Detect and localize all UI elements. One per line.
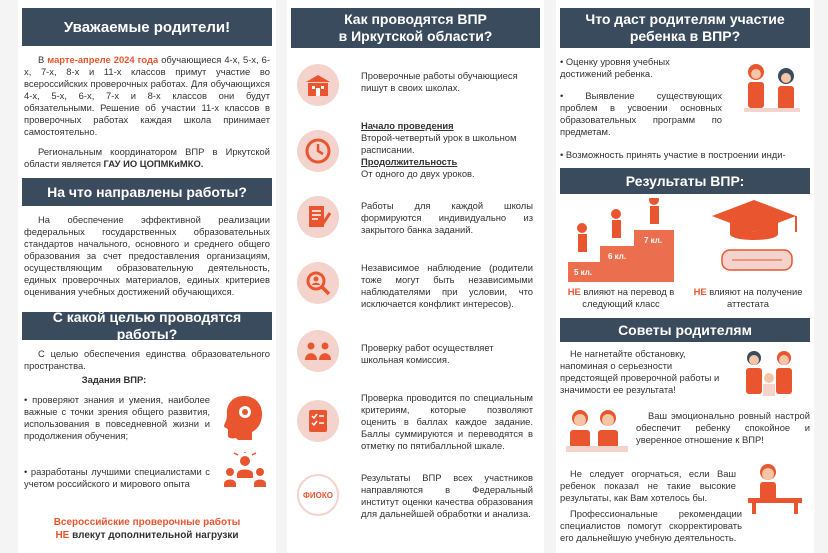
row-results: Результаты ВПР всех участников направляются в Федеральный институт оценки качества образования для дальнейшей обработки и анализа. [361,472,533,519]
header-advice: Советы родителям [560,318,810,342]
school-building-icon [297,64,339,106]
column-middle [287,0,544,553]
task-bullet-1: • проверяют знания и умения, наиболее важные с точки зрения общего развития, использования в повседневной жизни и продолжения обучения; [24,394,210,441]
header-how: Как проводятся ВПР в Иркутской области? [291,8,540,48]
date-highlight: марте-апреле 2024 года [47,54,159,65]
checklist-icon [297,400,339,442]
child-desk-illustration [742,460,808,516]
column-left [18,0,276,553]
advice-1: Не нагнетайте обстановку, напоминая о серьезности предстоящей проверочной работы и значимости ее результата! [560,348,720,395]
row-criteria: Проверка проводится по специальным критериям, которые позволяют оценить в баллах каждое задание. Баллы суммируются и переводятся в отметку по пятибалльной шкале. [361,392,533,451]
row-observation: Независимое наблюдение (родители тоже могут быть независимыми наблюдателями при условии, что исключается конфликт интересов). [361,262,533,309]
result-transfer: НЕ влияют на перевод в следующий класс [567,286,675,309]
grade-6-label: 6 кл. [608,252,627,261]
magnifier-person-icon [297,262,339,304]
benefit-bullet-2: • Выявление существующих проблем в усвоении основных образовательных программ по предметам. [560,90,723,137]
row-location: Проверочные работы обучающиеся пишут в своих школах. [361,70,518,93]
header-dear-parents: Уважаемые родители! [22,8,272,46]
grade-7-label: 7 кл. [644,236,663,245]
team-people-icon [222,452,268,492]
tasks-title: Задания ВПР: [81,374,147,385]
advice-2: Ваш эмоционально ровный настрой обеспечит ребенку спокойное и уверенное отношение к ВПР! [636,410,810,445]
aim-paragraph: На обеспечение эффективной реализации федеральных государственных образовательных стандартов начального, основного и среднего общего образования за счет предоставления организациям, осуществляющим образовательную деятельность, единых проверочных материалов, единых критериев оценивания учебных достижений обучающихся. [24,214,270,297]
benefit-bullet-3: • Возможность принять участие в построении инди- [560,149,786,160]
purpose-paragraph: С целью обеспечения единства образовательного пространства. [24,348,270,371]
result-certificate: НЕ влияют на получение аттестата [693,286,803,309]
stairs-students-illustration [564,198,686,282]
fioko-logo: ФИОКО [297,474,339,516]
footer-note: Всероссийские проверочные работы НЕ влекут дополнительной нагрузки [53,517,241,541]
header-purpose: С какой целью проводятся работы? [22,312,272,340]
coordinator-paragraph: Региональным координатором ВПР в Иркутской области является ГАУ ИО ЦОПМКиМКО. [24,146,270,169]
benefit-bullet-1: • Оценку уровня учебных достижений ребенка. [560,56,670,79]
row-commission: Проверку работ осуществляет школьная комиссия. [361,342,494,365]
row-schedule: Начало проведения Второй-четвертый урок в школьном расписании. Продолжительность От одного до двух уроков. [361,120,517,179]
header-aim: На что направлены работы? [22,178,272,206]
column-right [556,0,814,553]
commission-people-icon [297,330,339,372]
advice-3: Не следует огорчаться, если Ваш ребенок показал не такие высокие результаты, как Вам хотелось бы. [560,468,736,503]
parent-child-illustration [736,58,808,122]
header-results: Результаты ВПР: [560,168,810,194]
brain-head-icon [220,392,268,442]
row-tasks-bank: Работы для каждой школы формируются индивидуально из закрытого банка заданий. [361,200,533,235]
intro-paragraph: В марте-апреле 2024 года обучающиеся 4-х, 5-х, 6-х, 7-х, 8-х и 11-х классов примут участие во всероссийских проверочных работах. Для обучающихся 4-х, 5-х, 6-х, 7-х и 8-х классов они будут обязательными. Решение об участии 11-х классов в проверочных работах каждая школа принимает самостоятельно. [24,54,270,137]
children-studying-illustration [562,406,632,458]
grade-5-label: 5 кл. [574,268,593,277]
family-illustration [736,346,808,404]
clock-icon [297,130,339,172]
task-bullet-2: • разработаны лучшими специалистами с учетом российского и мирового опыта [24,466,210,489]
header-benefits: Что даст родителям участие ребенка в ВПР? [560,8,810,48]
document-pen-icon [297,196,339,238]
advice-4: Профессиональные рекомендации специалистов помогут скорректировать его дальнейшую учебную деятельность. [560,508,742,543]
graduation-cap-diploma-icon [702,196,806,280]
